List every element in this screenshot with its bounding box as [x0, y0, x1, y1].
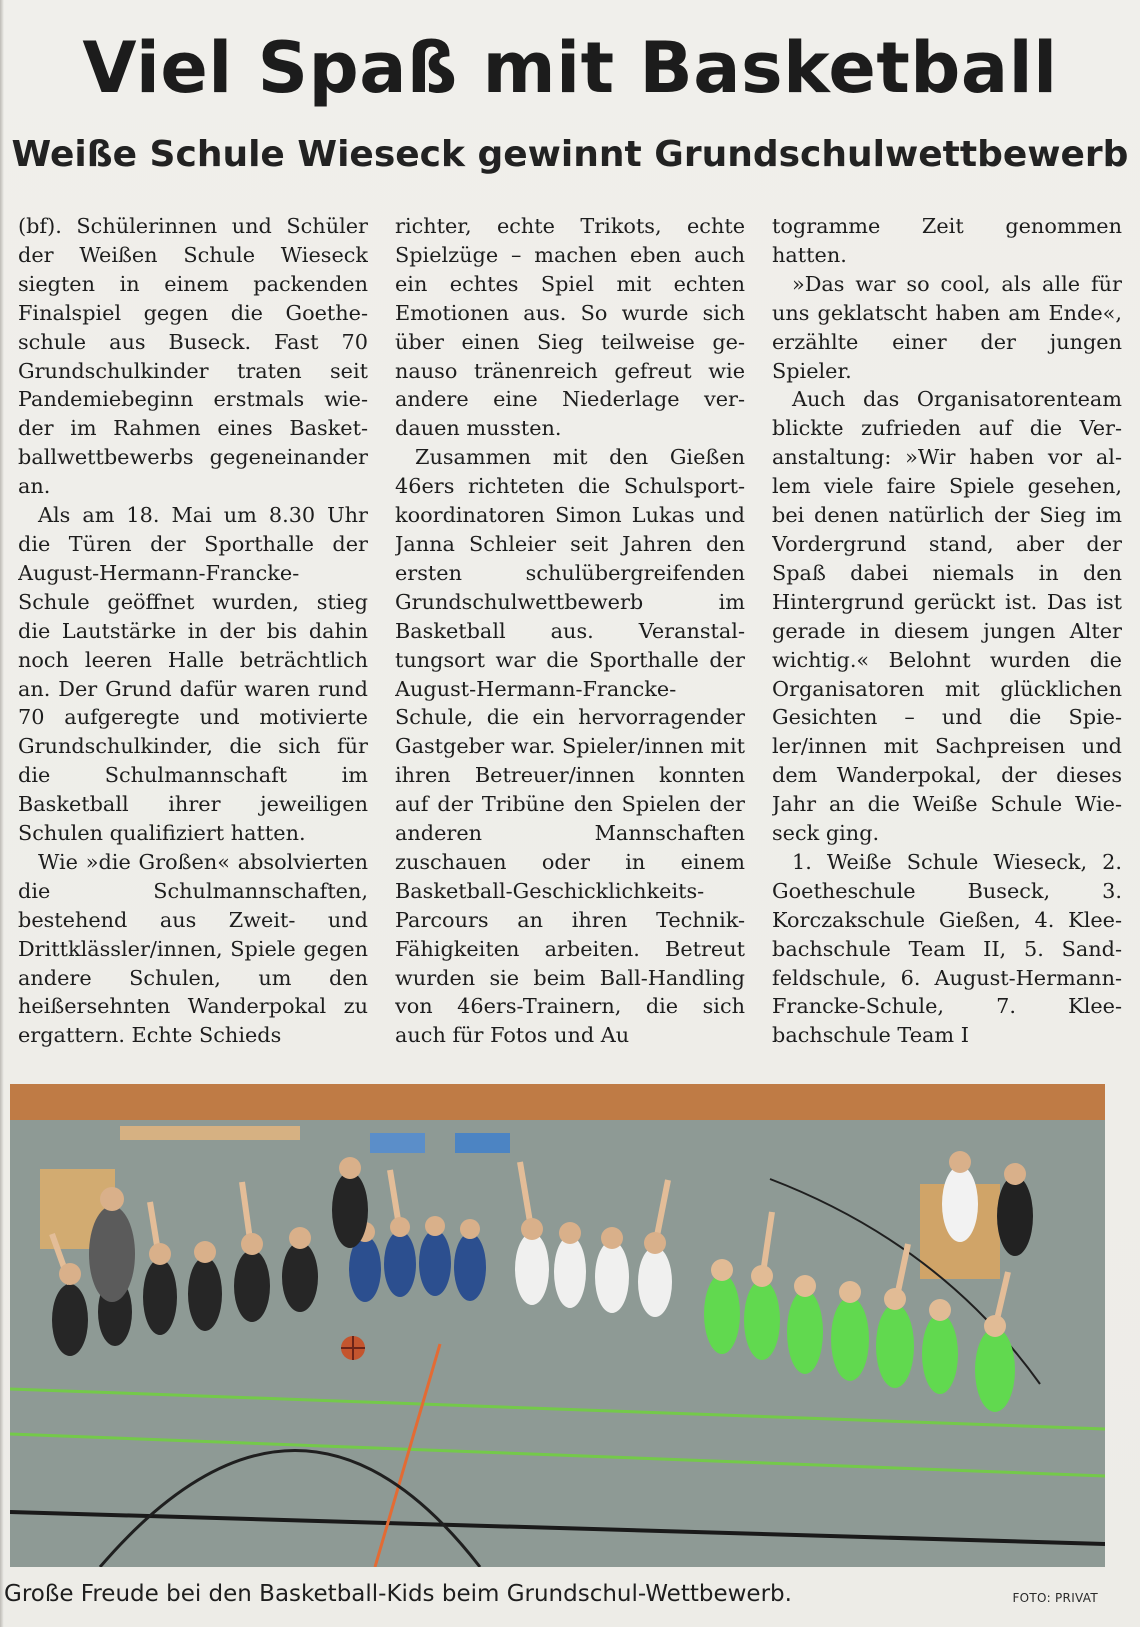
article-body	[18, 212, 1122, 1072]
photo-credit: FOTO: PRIVAT	[1012, 1591, 1098, 1605]
paragraph: Auch das Organisatorenteam blickte zufrieden auf die Veranstaltung: »Wir haben vor allem viele faire Spiele gesehen, bei denen natürlich der Sieg im Vordergrund stand, aber der Spaß dabei niemals in den Hintergrund gerückt ist. Das ist gerade in diesem jungen Alter wichtig.« Belohnt wurden die Organisatoren mit glücklichen Gesichten – und die Spieler/innen mit Sachpreisen und dem Wanderpokal, der dieses Jahr an die Weiße Schule Wieseck ging.	[772, 387, 1122, 846]
back-bench	[120, 1126, 300, 1140]
paragraph: »Das war so cool, als alle für uns geklatscht haben am Ende«, erzählte einer der jungen Spieler.	[772, 271, 1122, 383]
article-headline: Viel Spaß mit Basketball	[82, 27, 1058, 109]
paper-fold-shadow	[0, 0, 4, 1627]
article-column-2	[395, 212, 745, 1072]
team-photo	[10, 1084, 1105, 1567]
paragraph: Zusammen mit den Gießen 46ers richteten die Schulsportkoordinatoren Simon Lukas und Janna Schleier seit Jahren den ersten schulübergreifenden Grundschulwettbewerb im Basketball aus. Veranstaltungsort war die Sporthalle der August-Hermann-Francke-Schule, die ein hervorragender Gastgeber war. Spieler/innen mit ihren Betreuer/innen konnten auf der Tribüne den Spielen der anderen Mannschaften zuschauen oder in einem Basketball-Geschicklichkeits-Parcours an ihren Technik-Fähigkeiten arbeiten. Betreut wurden sie beim Ball-Handling von 46ers-Trainern, die sich auch für Fotos und Au	[395, 445, 745, 1048]
paragraph: togramme Zeit genommen hatten.	[772, 214, 1122, 267]
paragraph: Als am 18. Mai um 8.30 Uhr die Türen der Sporthalle der August-Hermann-Francke-Schule geöffnet wurden, stieg die Lautstärke in der bis dahin noch leeren Halle beträchtlich an. Der Grund dafür waren rund 70 aufgeregte und motivierte Grundschulkinder, die sich für die Schulmannschaft im Basketball ihrer jeweiligen Schulen qualifiziert hatten.	[18, 503, 368, 846]
photo-caption: Große Freude bei den Basketball-Kids beim Grundschul-Wettbewerb.	[4, 1581, 792, 1607]
article-subheadline: Weiße Schule Wieseck gewinnt Grundschulwettbewerb	[11, 134, 1129, 175]
court-mat-left	[370, 1133, 425, 1153]
hall-wall	[10, 1084, 1105, 1120]
paragraph: Wie »die Großen« absolvierten die Schulmannschaften, bestehend aus Zweit- und Drittklässler/innen, Spiele gegen andere Schulen, um den heißersehnten Wanderpokal zu ergattern. Echte Schieds	[18, 849, 368, 1048]
paragraph: (bf). Schülerinnen und Schüler der Weißen Schule Wieseck siegten in einem packenden Finalspiel gegen die Goetheschule aus Buseck. Fast 70 Grundschulkinder traten seit Pandemiebeginn erstmals wieder im Rahmen eines Basketballwettbewerbs gegeneinander an.	[18, 214, 368, 499]
basketball-group-photo	[10, 1084, 1105, 1567]
results-list: 1. Weiße Schule Wieseck, 2. Goetheschule Buseck, 3. Korczakschule Gießen, 4. Kleebachschule Team II, 5. Sandfeldschule, 6. August-Hermann-Francke-Schule, 7. Kleebachschule Team I	[772, 849, 1122, 1048]
court-mat-right	[455, 1133, 510, 1153]
article-column-1	[18, 212, 368, 1072]
article-column-3	[772, 212, 1122, 1072]
paragraph: richter, echte Trikots, echte Spielzüge – machen eben auch ein echtes Spiel mit echten Emotionen aus. So wurde sich über einen Sieg teilweise genauso tränenreich gefreut wie andere eine Niederlage verdauen mussten.	[395, 214, 745, 441]
